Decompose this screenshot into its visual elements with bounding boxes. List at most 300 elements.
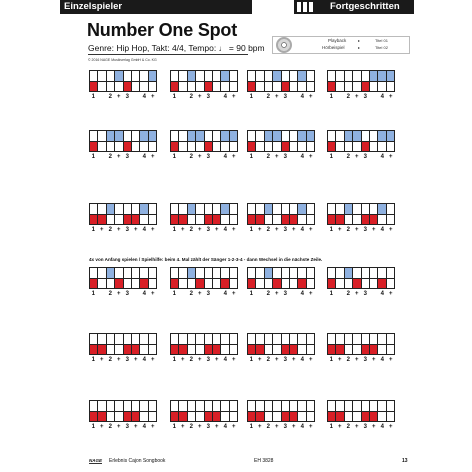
rest-cell (335, 204, 343, 214)
high-tone-hit (148, 131, 156, 141)
beat-counts (327, 291, 395, 298)
beat-count: + (150, 424, 155, 430)
high-tone-row (328, 71, 394, 81)
beat-grid (170, 267, 238, 289)
rest-cell (328, 401, 335, 411)
beat-count: + (388, 154, 393, 160)
rest-cell (306, 401, 314, 411)
rest-cell (139, 401, 147, 411)
bass-hit (171, 142, 178, 152)
rest-cell (114, 215, 122, 225)
bass-tone-row (248, 141, 314, 152)
beat-count: + (354, 357, 359, 363)
beat-count: 1 (249, 424, 253, 430)
high-tone-row (90, 268, 156, 278)
rest-cell (361, 268, 369, 278)
rhythm-measure (247, 267, 315, 298)
beat-count: 1 (91, 94, 95, 100)
rest-cell (131, 204, 139, 214)
player-level-bar (60, 0, 252, 14)
bass-tone-row (90, 214, 156, 225)
rest-cell (306, 279, 314, 289)
rest-cell (229, 279, 237, 289)
rest-cell (229, 82, 237, 92)
beat-grid (247, 130, 315, 152)
beat-count: 3 (363, 357, 367, 363)
bass-hit (204, 82, 212, 92)
beat-count: + (291, 357, 296, 363)
beat-count: 4 (300, 424, 304, 430)
rhythm-measure (89, 203, 157, 234)
beat-count: 1 (91, 424, 95, 430)
rest-cell (255, 142, 263, 152)
beat-counts (247, 291, 315, 298)
bass-hit (289, 345, 297, 355)
high-tone-hit (187, 71, 195, 81)
rest-cell (306, 142, 314, 152)
rhythm-measure (247, 400, 315, 431)
rest-cell (212, 82, 220, 92)
beat-count: 4 (380, 291, 384, 297)
beat-grid (327, 400, 395, 422)
beat-count: + (180, 227, 185, 233)
bass-hit (204, 345, 212, 355)
rest-cell (306, 71, 314, 81)
high-tone-hit (139, 204, 147, 214)
rest-cell (229, 215, 237, 225)
beat-count (98, 94, 107, 101)
beat-count: 4 (300, 291, 304, 297)
rest-cell (264, 334, 272, 344)
rest-cell (344, 142, 352, 152)
bass-tone-row (90, 278, 156, 289)
bass-hit (328, 215, 335, 225)
beat-count: 4 (223, 227, 227, 233)
rest-cell (114, 82, 122, 92)
rhythm-measure (247, 333, 315, 364)
rest-cell (281, 401, 289, 411)
rest-cell (123, 71, 131, 81)
rest-cell (148, 204, 156, 214)
beat-count: 1 (329, 291, 333, 297)
bass-hit (289, 412, 297, 422)
rest-cell (377, 401, 385, 411)
beat-grid (247, 203, 315, 225)
beat-grid (170, 400, 238, 422)
beat-count: + (274, 357, 279, 363)
beat-count: + (133, 357, 138, 363)
rest-cell (369, 401, 377, 411)
beat-count: 4 (223, 357, 227, 363)
rest-cell (344, 401, 352, 411)
bass-hit (90, 345, 97, 355)
rest-cell (352, 71, 360, 81)
beat-count (290, 291, 299, 298)
bass-hit (97, 412, 105, 422)
rest-cell (352, 204, 360, 214)
rest-cell (352, 334, 360, 344)
beat-count: 3 (283, 154, 287, 160)
rest-cell (386, 334, 394, 344)
beat-count: 2 (266, 424, 270, 430)
beat-grid (327, 333, 395, 355)
high-tone-hit (148, 71, 156, 81)
rest-cell (178, 82, 186, 92)
rest-cell (97, 142, 105, 152)
high-tone-hit (106, 268, 114, 278)
rest-cell (123, 268, 131, 278)
bass-tone-row (248, 344, 314, 355)
rest-cell (272, 401, 280, 411)
rest-cell (369, 204, 377, 214)
rest-cell (272, 412, 280, 422)
bass-hit (248, 412, 255, 422)
arrow-icon: ▸ (358, 45, 361, 50)
bass-hit (131, 215, 139, 225)
high-tone-row (90, 204, 156, 214)
bass-tone-row (328, 141, 394, 152)
beat-count: 4 (142, 227, 146, 233)
beat-count (256, 154, 265, 161)
rest-cell (90, 71, 97, 81)
bass-hit (97, 215, 105, 225)
bass-hit (114, 279, 122, 289)
rest-cell (195, 71, 203, 81)
beat-count (256, 291, 265, 298)
rest-cell (377, 142, 385, 152)
rest-cell (361, 71, 369, 81)
rest-cell (297, 345, 305, 355)
beat-counts (170, 227, 238, 234)
rest-cell (97, 131, 105, 141)
quarter-note-icon: ♩ (218, 44, 227, 53)
bass-hit (90, 279, 97, 289)
rest-cell (204, 268, 212, 278)
high-tone-row (171, 268, 237, 278)
rest-cell (171, 131, 178, 141)
beat-count: + (388, 357, 393, 363)
rest-cell (344, 334, 352, 344)
beat-count: 2 (189, 94, 193, 100)
rest-cell (178, 401, 186, 411)
beat-count: + (308, 357, 313, 363)
beat-count: 2 (189, 357, 193, 363)
high-tone-row (328, 334, 394, 344)
rest-cell (97, 334, 105, 344)
rest-cell (335, 142, 343, 152)
rest-cell (335, 401, 343, 411)
rest-cell (139, 142, 147, 152)
rhythm-measure (170, 203, 238, 234)
beat-count: + (116, 94, 121, 100)
beat-count: 2 (108, 424, 112, 430)
rest-cell (386, 345, 394, 355)
bass-hit (352, 279, 360, 289)
listen-label: Hörbeispiel (322, 45, 345, 50)
bass-tone-row (171, 214, 237, 225)
rest-cell (220, 82, 228, 92)
high-tone-row (248, 131, 314, 141)
rest-cell (306, 268, 314, 278)
high-tone-hit (264, 131, 272, 141)
rest-cell (281, 204, 289, 214)
high-tone-row (328, 268, 394, 278)
high-tone-row (171, 204, 237, 214)
rest-cell (361, 334, 369, 344)
rest-cell (178, 71, 186, 81)
beat-counts (247, 424, 315, 431)
rest-cell (306, 204, 314, 214)
rest-cell (220, 215, 228, 225)
rest-cell (220, 268, 228, 278)
rest-cell (148, 334, 156, 344)
rest-cell (195, 401, 203, 411)
high-tone-hit (377, 71, 385, 81)
bass-hit (281, 215, 289, 225)
beat-count: + (257, 357, 262, 363)
beat-grid (327, 267, 395, 289)
rest-cell (264, 345, 272, 355)
rest-cell (377, 215, 385, 225)
rest-cell (377, 82, 385, 92)
rest-cell (97, 71, 105, 81)
beat-count: 2 (189, 227, 193, 233)
bass-hit (255, 215, 263, 225)
beat-grid (327, 70, 395, 92)
rest-cell (139, 268, 147, 278)
beat-count: 3 (363, 94, 367, 100)
high-tone-hit (114, 131, 122, 141)
rest-cell (212, 71, 220, 81)
rest-cell (272, 204, 280, 214)
rest-cell (195, 204, 203, 214)
high-tone-row (171, 131, 237, 141)
beat-count: + (116, 424, 121, 430)
beat-count (290, 154, 299, 161)
rest-cell (204, 71, 212, 81)
difficulty-level-icon (297, 2, 313, 12)
rest-cell (297, 401, 305, 411)
rest-cell (220, 412, 228, 422)
beat-grid (327, 130, 395, 152)
beat-counts (247, 154, 315, 161)
rest-cell (212, 268, 220, 278)
beat-counts (89, 154, 157, 161)
bass-hit (123, 82, 131, 92)
beat-count: 4 (380, 227, 384, 233)
book-code: EH 3828 (254, 458, 274, 464)
rest-cell (377, 334, 385, 344)
high-tone-hit (195, 131, 203, 141)
rest-cell (335, 71, 343, 81)
high-tone-hit (344, 131, 352, 141)
bass-hit (171, 82, 178, 92)
beat-grid (327, 203, 395, 225)
rest-cell (272, 142, 280, 152)
rest-cell (131, 82, 139, 92)
beat-count: + (133, 424, 138, 430)
rest-cell (114, 268, 122, 278)
beat-count: 2 (266, 227, 270, 233)
bass-hit (131, 345, 139, 355)
beat-count: 1 (91, 154, 95, 160)
divider (88, 54, 248, 55)
rest-cell (306, 345, 314, 355)
bass-hit (328, 345, 335, 355)
rest-cell (272, 268, 280, 278)
rest-cell (386, 142, 394, 152)
beat-counts (89, 291, 157, 298)
rest-cell (148, 401, 156, 411)
beat-count: + (197, 357, 202, 363)
high-tone-hit (344, 204, 352, 214)
rest-cell (106, 334, 114, 344)
rest-cell (328, 268, 335, 278)
rest-cell (377, 345, 385, 355)
rest-cell (90, 334, 97, 344)
rest-cell (369, 268, 377, 278)
beat-count: 2 (266, 357, 270, 363)
beat-count: 4 (142, 291, 146, 297)
high-tone-hit (386, 71, 394, 81)
beat-grid (89, 203, 157, 225)
rest-cell (255, 334, 263, 344)
high-tone-row (328, 204, 394, 214)
beat-count (132, 291, 141, 298)
beat-count: 2 (346, 154, 350, 160)
beat-count: 2 (108, 357, 112, 363)
bass-hit (328, 412, 335, 422)
beat-count: + (274, 424, 279, 430)
beat-count (290, 94, 299, 101)
rest-cell (328, 71, 335, 81)
rest-cell (297, 82, 305, 92)
bass-hit (248, 82, 255, 92)
beat-count: 1 (249, 154, 253, 160)
rhythm-measure (170, 400, 238, 431)
rest-cell (229, 334, 237, 344)
rest-cell (171, 268, 178, 278)
bass-tone-row (248, 411, 314, 422)
beat-count: + (231, 154, 236, 160)
beat-count: 2 (108, 154, 112, 160)
rest-cell (106, 401, 114, 411)
bass-hit (361, 345, 369, 355)
bass-hit (335, 412, 343, 422)
high-tone-row (90, 131, 156, 141)
beat-count: + (150, 94, 155, 100)
beat-count: 1 (91, 227, 95, 233)
beat-count: 3 (363, 154, 367, 160)
beat-count (98, 154, 107, 161)
rest-cell (289, 204, 297, 214)
beat-count: + (308, 227, 313, 233)
rest-cell (123, 401, 131, 411)
high-tone-row (328, 131, 394, 141)
rest-cell (171, 204, 178, 214)
beat-count: + (337, 424, 342, 430)
rest-cell (377, 412, 385, 422)
high-tone-row (171, 71, 237, 81)
beat-count: 3 (206, 424, 210, 430)
beat-count: 3 (283, 424, 287, 430)
beat-count: 3 (283, 291, 287, 297)
bass-hit (272, 279, 280, 289)
rest-cell (386, 412, 394, 422)
rest-cell (297, 215, 305, 225)
difficulty-label: Fortgeschritten (330, 1, 400, 12)
beat-count: + (274, 154, 279, 160)
rest-cell (281, 131, 289, 141)
beat-count: 4 (380, 357, 384, 363)
rest-cell (229, 142, 237, 152)
beat-count: + (116, 154, 121, 160)
beat-count: 4 (300, 94, 304, 100)
song-info (88, 43, 265, 53)
rest-cell (386, 401, 394, 411)
rest-cell (220, 345, 228, 355)
rest-cell (264, 401, 272, 411)
high-tone-hit (377, 204, 385, 214)
rest-cell (148, 345, 156, 355)
beat-count: + (388, 291, 393, 297)
high-tone-hit (297, 204, 305, 214)
rest-cell (114, 334, 122, 344)
beat-count: + (371, 227, 376, 233)
play-instruction: 4x von Anfang spielen / Spielhilfe: beim 4. Mal zählt der Sänger 1-2-3-4 - dann Wechsel in die nächste Zeile. (89, 257, 323, 262)
rest-cell (171, 334, 178, 344)
rest-cell (264, 142, 272, 152)
bass-hit (171, 412, 178, 422)
beat-count: + (274, 227, 279, 233)
bass-hit (281, 345, 289, 355)
beat-counts (170, 94, 238, 101)
beat-count: + (354, 227, 359, 233)
bass-hit (204, 215, 212, 225)
bass-hit (328, 82, 335, 92)
bass-hit (297, 279, 305, 289)
beat-counts (89, 357, 157, 364)
rest-cell (264, 82, 272, 92)
rest-cell (204, 131, 212, 141)
beat-count: 1 (172, 291, 176, 297)
rest-cell (352, 268, 360, 278)
high-tone-row (90, 401, 156, 411)
rest-cell (361, 131, 369, 141)
rhythm-measure (89, 400, 157, 431)
beat-count: 3 (206, 94, 210, 100)
bass-hit (369, 345, 377, 355)
beat-count: 3 (206, 227, 210, 233)
rest-cell (178, 268, 186, 278)
rest-cell (123, 131, 131, 141)
song-title: Number One Spot (87, 20, 238, 40)
beat-count: + (231, 357, 236, 363)
rest-cell (178, 204, 186, 214)
rest-cell (289, 401, 297, 411)
rest-cell (229, 71, 237, 81)
rest-cell (106, 345, 114, 355)
bass-hit (212, 345, 220, 355)
beat-count: 3 (363, 291, 367, 297)
rest-cell (187, 215, 195, 225)
page-number: 13 (402, 458, 408, 464)
bass-hit (171, 215, 178, 225)
beat-count: + (257, 227, 262, 233)
high-tone-hit (377, 131, 385, 141)
rest-cell (212, 131, 220, 141)
rest-cell (386, 82, 394, 92)
